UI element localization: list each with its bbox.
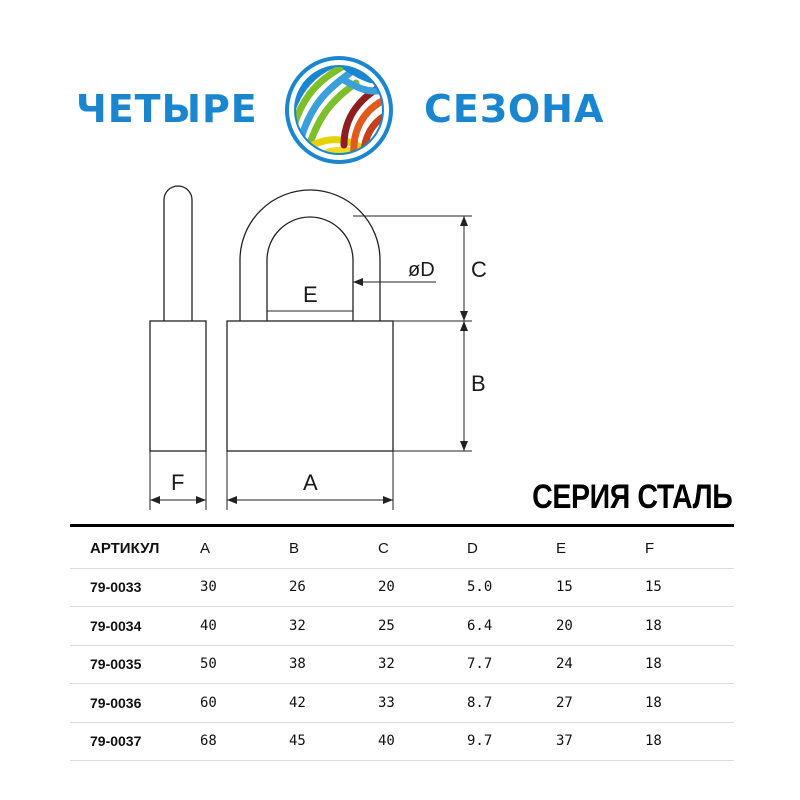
table-top-rule (70, 524, 734, 527)
table-row (70, 568, 734, 607)
cell-article: 79-0033 (70, 568, 200, 607)
table-row (70, 684, 734, 723)
table-header-row (70, 530, 734, 568)
cell-d: 9.7 (467, 722, 556, 761)
cell-c: 32 (378, 645, 467, 684)
cell-f: 18 (645, 722, 734, 761)
cell-e: 15 (556, 568, 645, 607)
cell-e: 24 (556, 645, 645, 684)
label-f: F (171, 470, 185, 495)
header-article: АРТИКУЛ (70, 530, 200, 568)
cell-a: 60 (200, 684, 289, 723)
label-c: C (471, 257, 487, 282)
cell-article: 79-0037 (70, 722, 200, 761)
header-d: D (467, 530, 556, 568)
padlock-technical-drawing (0, 170, 800, 520)
cell-d: 5.0 (467, 568, 556, 607)
table-row (70, 607, 734, 646)
cell-d: 8.7 (467, 684, 556, 723)
cell-e: 37 (556, 722, 645, 761)
cell-d: 6.4 (467, 607, 556, 646)
cell-c: 20 (378, 568, 467, 607)
brand-word-right: СЕЗОНА (424, 87, 605, 131)
side-view-shackle (164, 186, 192, 321)
yarn-ball-logo-icon (284, 55, 394, 165)
front-view-body (227, 321, 393, 451)
side-view-body (150, 321, 206, 451)
cell-e: 20 (556, 607, 645, 646)
table-row (70, 722, 734, 761)
brand-word-left: ЧЕТЫРЕ (76, 87, 258, 131)
header-b: B (289, 530, 378, 568)
header-f: F (645, 530, 734, 568)
cell-c: 25 (378, 607, 467, 646)
spec-table (70, 530, 734, 761)
cell-c: 40 (378, 722, 467, 761)
cell-a: 50 (200, 645, 289, 684)
label-a: A (303, 470, 318, 495)
cell-b: 26 (289, 568, 378, 607)
cell-c: 33 (378, 684, 467, 723)
cell-f: 18 (645, 607, 734, 646)
cell-f: 15 (645, 568, 734, 607)
cell-b: 42 (289, 684, 378, 723)
cell-b: 38 (289, 645, 378, 684)
label-e: E (303, 282, 318, 307)
cell-f: 18 (645, 645, 734, 684)
header-e: E (556, 530, 645, 568)
cell-a: 30 (200, 568, 289, 607)
brand-header (0, 55, 800, 165)
table-row (70, 645, 734, 684)
cell-d: 7.7 (467, 645, 556, 684)
label-d: øD (408, 259, 435, 281)
cell-b: 32 (289, 607, 378, 646)
cell-e: 27 (556, 684, 645, 723)
header-a: A (200, 530, 289, 568)
cell-b: 45 (289, 722, 378, 761)
cell-article: 79-0036 (70, 684, 200, 723)
header-c: C (378, 530, 467, 568)
cell-article: 79-0035 (70, 645, 200, 684)
cell-a: 68 (200, 722, 289, 761)
cell-f: 18 (645, 684, 734, 723)
cell-a: 40 (200, 607, 289, 646)
series-title: СЕРИЯ СТАЛЬ (531, 478, 732, 516)
cell-article: 79-0034 (70, 607, 200, 646)
label-b: B (471, 371, 486, 396)
